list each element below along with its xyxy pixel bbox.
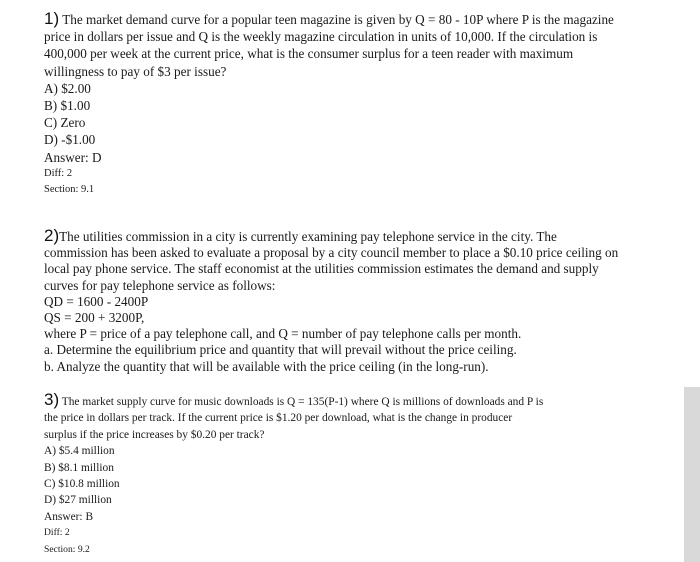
question-1-stem-line-2: price in dollars per issue and Q is the weekly magazine circulation in units of 10,000. If the circulation is — [44, 29, 598, 45]
question-1 — [44, 10, 660, 198]
question-1-stem-line-4: willingness to pay of $3 per issue? — [44, 63, 227, 79]
question-1-option-d: D) -$1.00 — [44, 132, 96, 148]
question-1-stem-line-3: 400,000 per week at the current price, what is the consumer surplus for a teen reader with maximum — [44, 46, 574, 62]
question-1-answer: Answer: D — [44, 149, 102, 165]
question-2-demand-equation: QD = 1600 - 2400P — [44, 293, 149, 309]
scrollbar[interactable] — [684, 387, 700, 562]
question-3-stem-line-3: surplus if the price increases by $0.20 per track? — [44, 428, 265, 441]
question-3-option-a: A) $5.4 million — [44, 445, 115, 458]
question-2-definitions: where P = price of a pay telephone call, and Q = number of pay telephone calls per month. — [44, 326, 522, 342]
question-3-stem-line-2: the price in dollars per track. If the current price is $1.20 per download, what is the change in producer — [44, 412, 513, 425]
question-1-diff: Diff: 2 — [44, 167, 73, 179]
question-1-option-b: B) $1.00 — [44, 98, 91, 114]
question-3 — [44, 392, 660, 558]
question-2-stem-line-1: 2)The utilities commission in a city is currently examining pay telephone service in the city. The — [44, 226, 557, 245]
question-3-option-d: D) $27 million — [44, 494, 112, 507]
question-2-number: 2) — [44, 226, 60, 245]
question-3-number: 3) — [44, 390, 60, 409]
question-2-supply-equation: QS = 200 + 3200P, — [44, 310, 145, 326]
question-2-part-b: b. Analyze the quantity that will be available with the price ceiling (in the long-run). — [44, 358, 489, 374]
question-2-stem-line-3: local pay phone service. The staff economist at the utilities commission estimates the demand and supply — [44, 261, 599, 277]
question-3-option-c: C) $10.8 million — [44, 478, 120, 491]
question-1-option-c: C) Zero — [44, 115, 86, 131]
question-3-section: Section: 9.2 — [44, 543, 90, 555]
question-3-diff: Diff: 2 — [44, 527, 70, 539]
question-1-number: 1) — [44, 9, 60, 28]
question-2-stem-line-2: commission has been asked to evaluate a proposal by a city council member to place a $0.10 price ceiling on — [44, 245, 619, 261]
question-1-section: Section: 9.1 — [44, 183, 95, 195]
question-2 — [44, 228, 660, 375]
question-3-option-b: B) $8.1 million — [44, 461, 114, 474]
question-1-stem-line-1: 1) The market demand curve for a popular teen magazine is given by Q = 80 - 10P where P is the magazine — [44, 9, 614, 28]
question-1-option-a: A) $2.00 — [44, 80, 91, 96]
question-2-part-a: a. Determine the equilibrium price and quantity that will prevail without the price ceiling. — [44, 342, 517, 358]
question-3-answer: Answer: B — [44, 510, 94, 523]
question-2-stem-line-4: curves for pay telephone service as follows: — [44, 277, 276, 293]
question-3-stem-line-1: 3) The market supply curve for music downloads is Q = 135(P-1) where Q is millions of downloads and P is — [44, 390, 544, 409]
